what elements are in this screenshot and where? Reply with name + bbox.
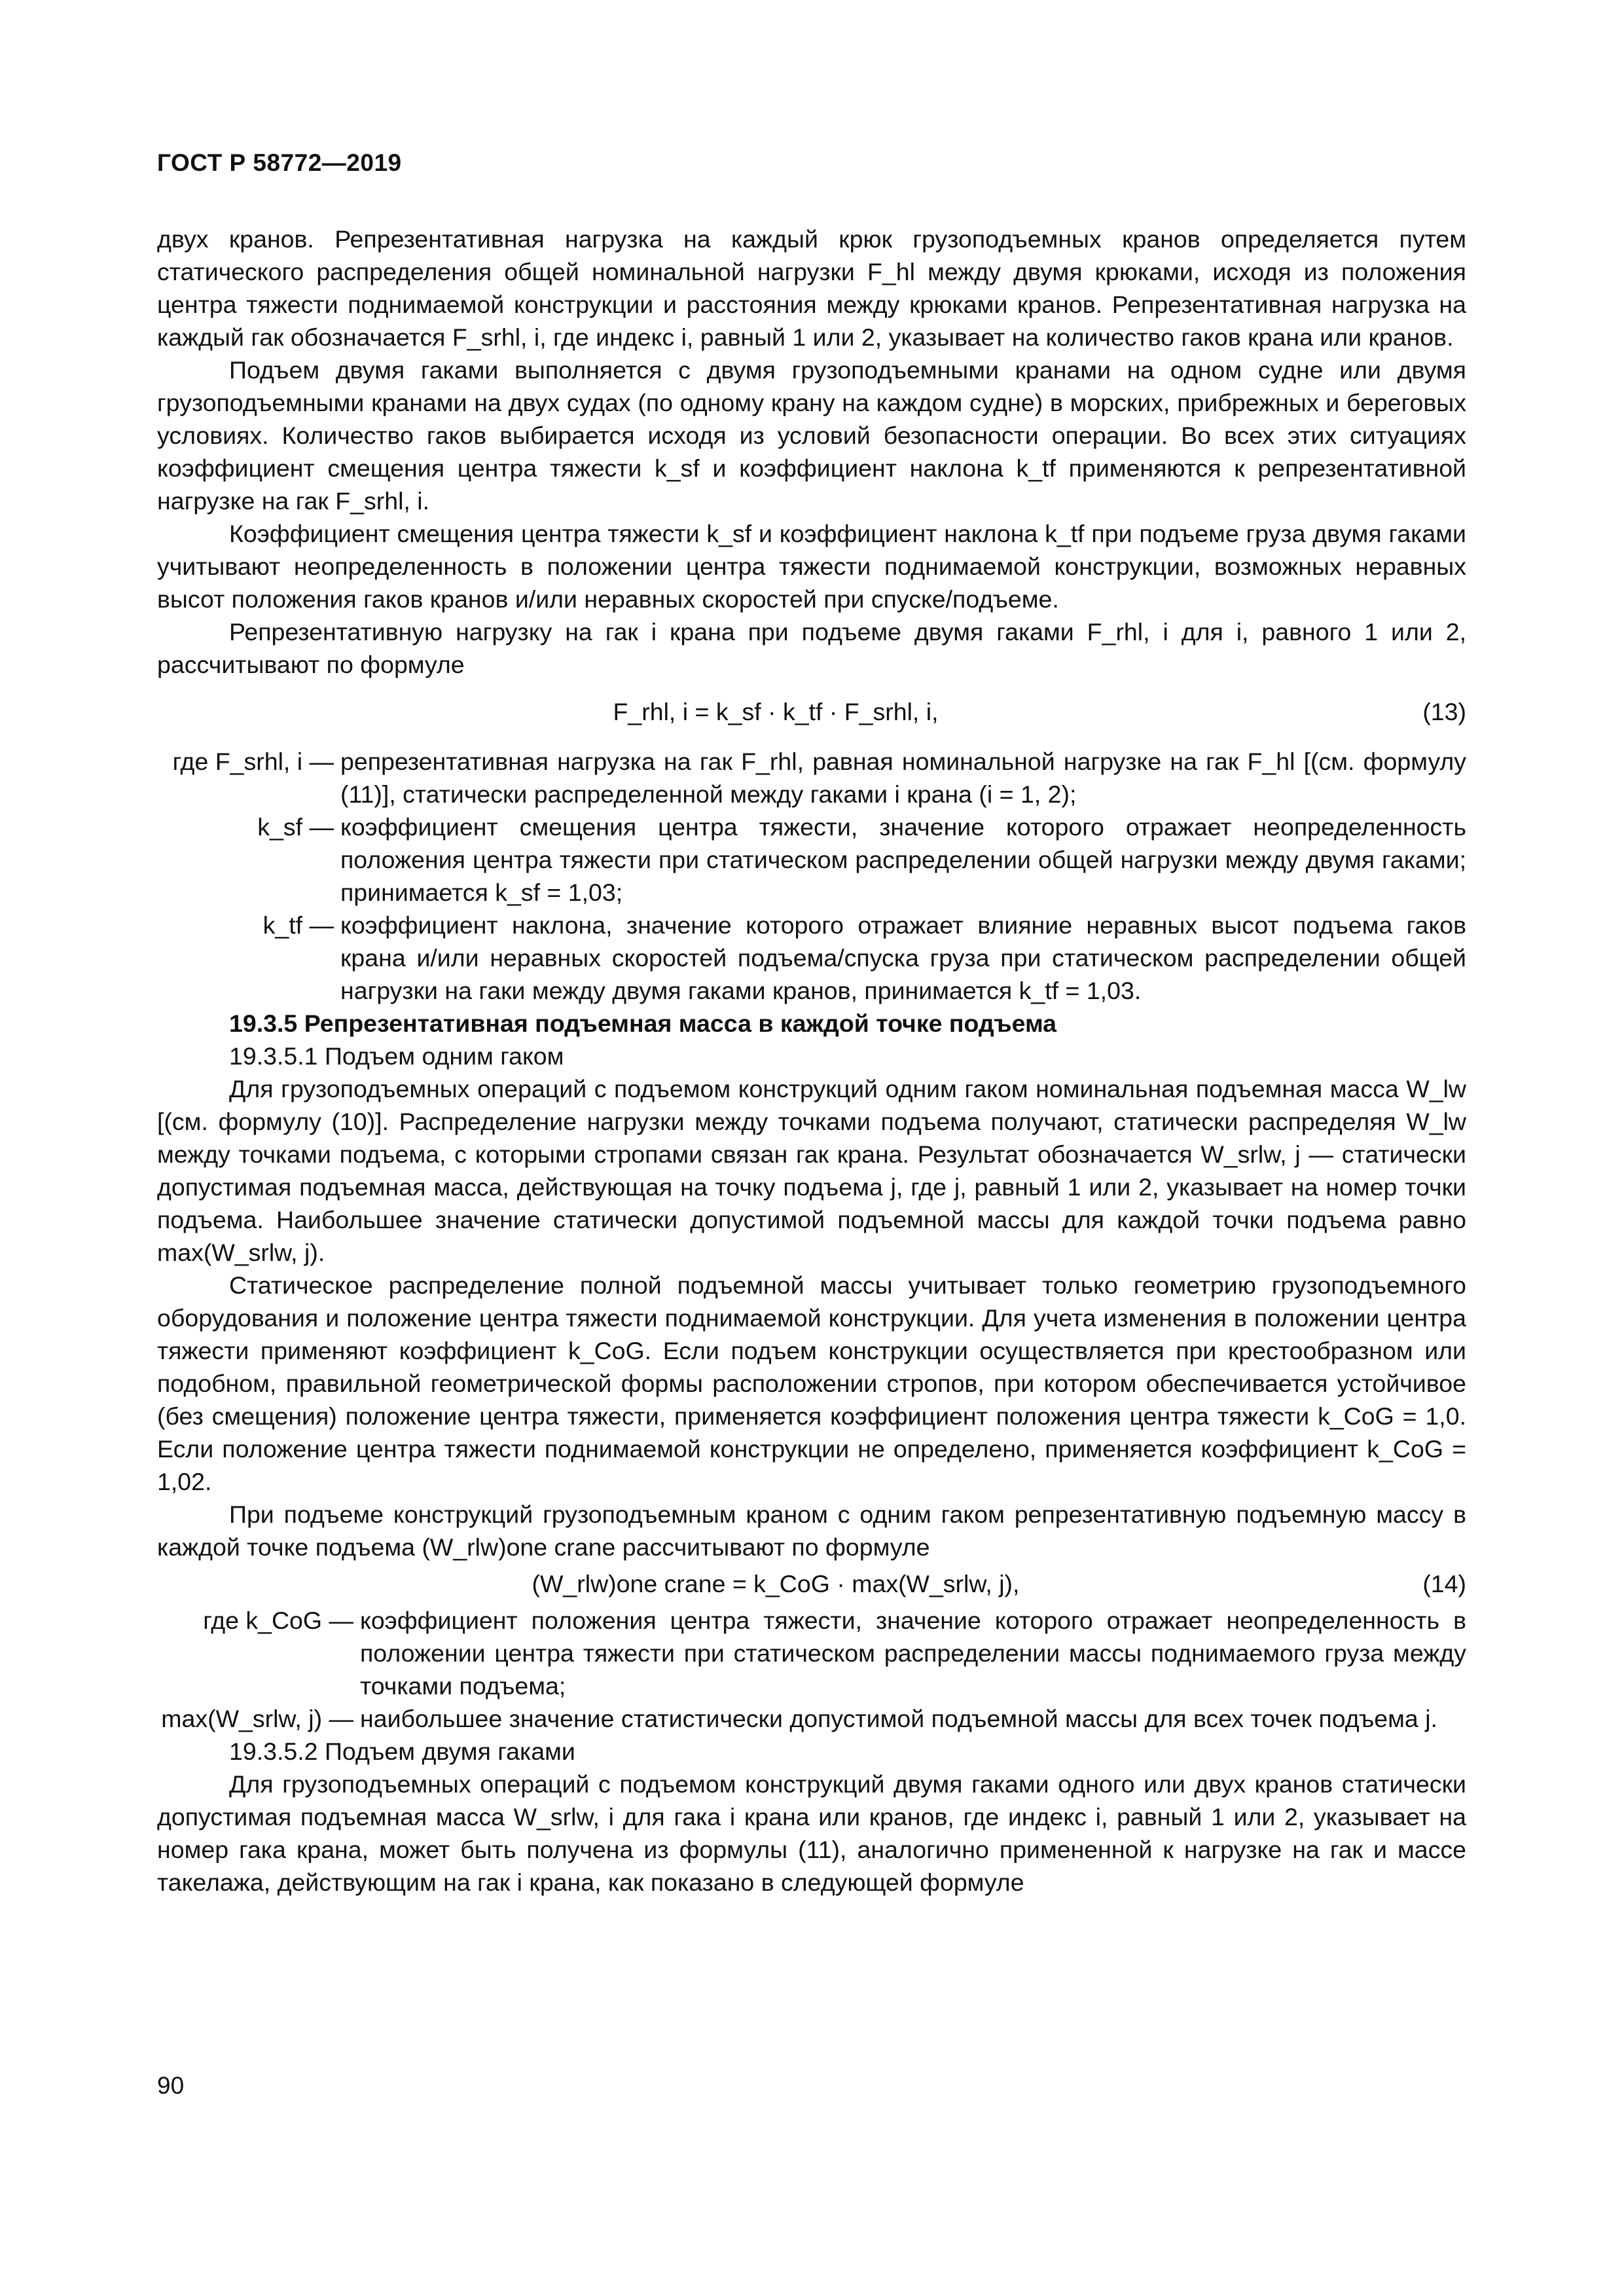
definition-term: k_tf — — [262, 911, 334, 939]
paragraph-5: Для грузоподъемных операций с подъемом конструкций одним гаком номинальная подъемная масса W_lw [(см. формулу (10)]. Распределение нагрузки между точками подъема получают, статически распределяя W_lw между точками подъема, с которыми стропами связан гак крана. Результат обозначается W_srlw, j — статически допустимая подъемная масса, действующая на точку подъема j, где j, равный 1 или 2, указывает на номер точки подъема. Наибольшее значение статически допустимой подъемной массы для каждой точки подъема равно max(W_srlw, j). — [157, 1075, 1466, 1266]
paragraph-4: Репрезентативную нагрузку на гак i крана при подъеме двумя гаками F_rhl, i для i, равного 1 или 2, рассчитывают по формуле — [157, 618, 1466, 678]
formula-14-number: (14) — [1422, 1570, 1466, 1597]
subsection-2-heading: 19.3.5.2 Подъем двумя гаками — [229, 1738, 575, 1765]
definition-text: коэффициент наклона, значение которого отражает влияние неравных высот подъема гаков крана и/или неравных скоростей подъема/спуска груза при статическом распределении общей нагрузки на гаки между двумя гаками кранов, принимается k_tf = 1,03. — [340, 911, 1466, 1004]
paragraph-1: двух кранов. Репрезентативная нагрузка на каждый крюк грузоподъемных кранов определяется путем статического распределения общей номинальной нагрузки F_hl между двумя крюками, исходя из положения центра тяжести поднимаемой конструкции и расстояния между крюками кранов. Репрезентативная нагрузка на каждый гак обозначается F_srhl, i, где индекс i, равный 1 или 2, указывает на количество гаков крана или кранов. — [157, 225, 1466, 351]
definition-text: коэффициент положения центра тяжести, значение которого отражает неопределенность в положении центра тяжести при статическом распределении массы поднимаемого груза между точками подъема; — [360, 1607, 1466, 1700]
formula-13 — [157, 695, 1466, 728]
definition-text: репрезентативная нагрузка на гак F_rhl, равная номинальной нагрузке на гак F_hl [(см. формулу (11)], статически распределенной между гаками i крана (i = 1, 2); — [340, 748, 1466, 808]
definition-term: где k_CoG — — [203, 1607, 353, 1634]
definition-max-w-srlw — [157, 1702, 1466, 1735]
definition-k-cog — [157, 1604, 1466, 1702]
section-number: 19.3.5 — [229, 1010, 298, 1037]
subsection-1-heading: 19.3.5.1 Подъем одним гаком — [229, 1042, 564, 1070]
paragraph-8: Для грузоподъемных операций с подъемом конструкций двумя гаками одного или двух кранов статически допустимая подъемная масса W_srlw, i для гака i крана или кранов, где индекс i, равный 1 или 2, указывает на номер гака крана, может быть получена из формулы (11), аналогично примененной к нагрузке на гак и массе такелажа, действующим на гак i крана, как показано в следующей формуле — [157, 1770, 1466, 1896]
paragraph-2: Подъем двумя гаками выполняется с двумя грузоподъемными кранами на одном судне или двумя грузоподъемными кранами на двух судах (по одному крану на каждом судне) в морских, прибрежных и береговых условиях. Количество гаков выбирается исходя из условий безопасности операции. Во всех этих ситуациях коэффициент смещения центра тяжести k_sf и коэффициент наклона k_tf применяются к репрезентативной нагрузке на гак F_srhl, i. — [157, 356, 1466, 515]
page-number: 90 — [157, 2072, 185, 2099]
paragraph-7: При подъеме конструкций грузоподъемным краном с одним гаком репрезентативную подъемную массу в каждой точке подъема (W_rlw)one crane рассчитывают по формуле — [157, 1501, 1466, 1561]
definition-f-srhl — [157, 745, 1466, 811]
formula-14-expression: (W_rlw)one crane = k_CoG · max(W_srlw, j), — [532, 1570, 1020, 1597]
definition-term: где F_srhl, i — — [172, 748, 334, 775]
section-title: Репрезентативная подъемная масса в каждой точке подъема — [304, 1010, 1057, 1037]
formula-13-number: (13) — [1422, 698, 1466, 725]
definition-text: наибольшее значение статистически допустимой подъемной массы для всех точек подъема j. — [360, 1705, 1437, 1732]
document-code-header: ГОСТ Р 58772—2019 — [157, 149, 402, 176]
definition-k-tf — [157, 909, 1466, 1007]
definition-text: коэффициент смещения центра тяжести, значение которого отражает неопределенность положения центра тяжести при статическом распределении общей нагрузки между двумя гаками; принимается k_sf = 1,03; — [340, 813, 1466, 906]
formula-14 — [157, 1567, 1466, 1600]
section-heading — [157, 1007, 1466, 1040]
definition-term: k_sf — — [257, 813, 334, 841]
definition-term: max(W_srlw, j) — — [161, 1705, 353, 1732]
paragraph-3: Коэффициент смещения центра тяжести k_sf и коэффициент наклона k_tf при подъеме груза двумя гаками учитывают неопределенность в положении центра тяжести поднимаемой конструкции, возможных неравных высот положения гаков кранов и/или неравных скоростей при спуске/подъеме. — [157, 520, 1466, 613]
paragraph-6: Статическое распределение полной подъемной массы учитывает только геометрию грузоподъемного оборудования и положение центра тяжести поднимаемой конструкции. Для учета изменения в положении центра тяжести применяют коэффициент k_CoG. Если подъем конструкции осуществляется при крестообразном или подобном, правильной геометрической формы расположении стропов, при котором обеспечивается устойчивое (без смещения) положение центра тяжести, применяется коэффициент положения центра тяжести k_CoG = 1,0. Если положение центра тяжести поднимаемой конструкции не определено, применяется коэффициент k_CoG = 1,02. — [157, 1271, 1466, 1495]
definition-k-sf — [157, 811, 1466, 909]
page-body — [157, 223, 1466, 1899]
formula-13-expression: F_rhl, i = k_sf · k_tf · F_srhl, i, — [613, 698, 939, 725]
